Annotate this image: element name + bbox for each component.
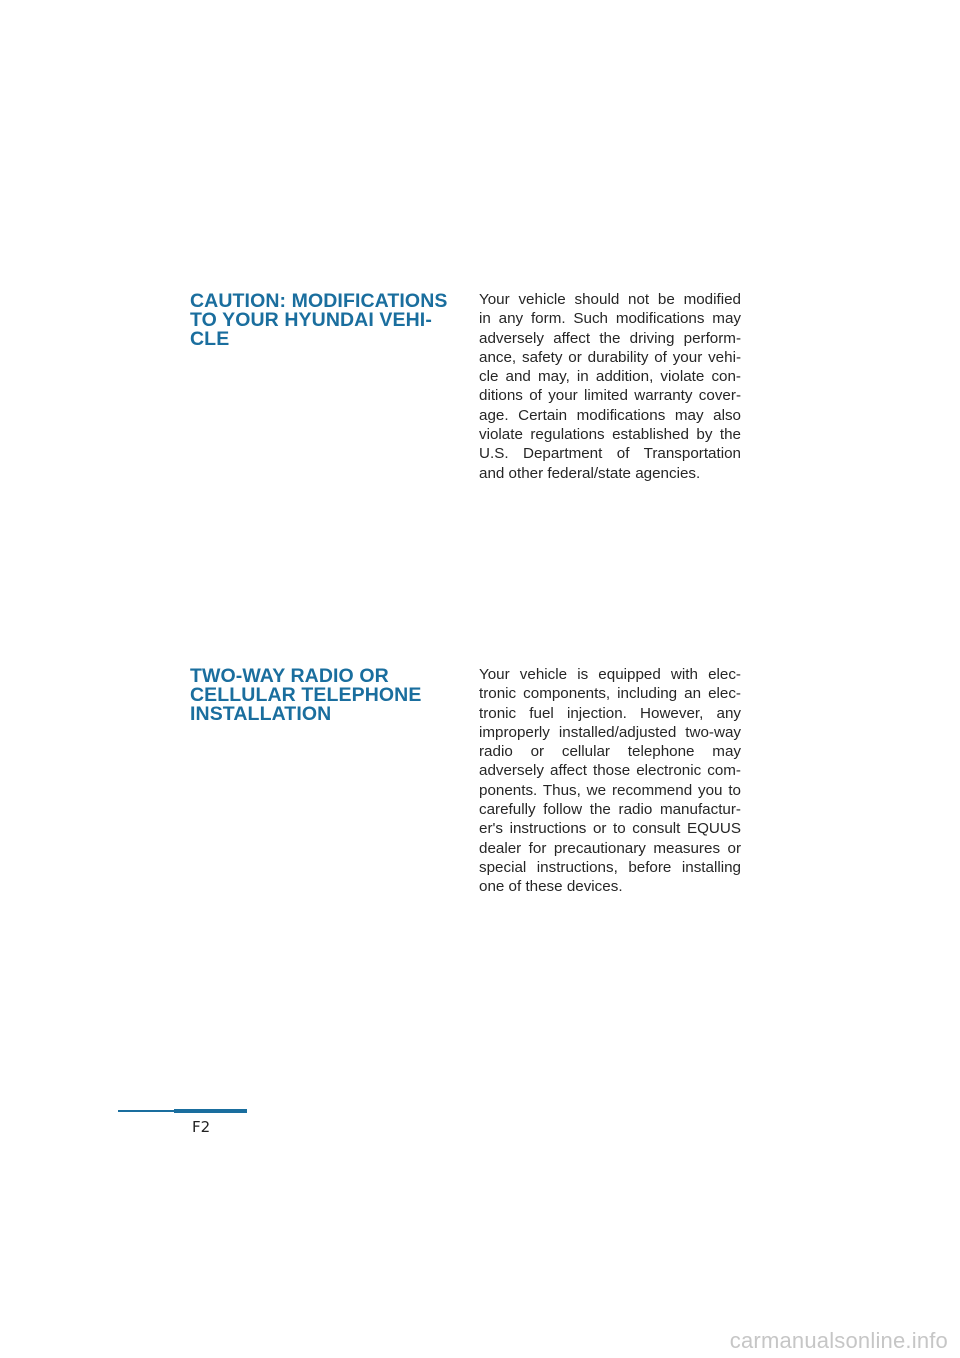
body-line: Your vehicle is equipped with elec-: [479, 666, 741, 683]
body-line: ance, safety or durability of your vehi-: [479, 348, 741, 366]
heading-line: INSTALLATION: [190, 703, 332, 725]
body-line: violate regulations established by the: [479, 426, 741, 444]
heading-line: TWO-WAY RADIO OR: [190, 665, 389, 687]
section-heading-radio-installation: [190, 667, 452, 724]
heading-line: CELLULAR TELEPHONE: [190, 684, 422, 706]
footer-rule-thin: [118, 1110, 174, 1112]
body-line: and other federal/state agencies.: [479, 464, 701, 482]
body-line: special instructions, before installing: [479, 858, 741, 876]
body-line: er's instructions or to consult EQUUS: [479, 820, 741, 838]
body-line: one of these devices.: [479, 878, 623, 896]
body-line: U.S. Department of Transportation: [479, 445, 741, 463]
body-line: age. Certain modifications may also: [479, 406, 741, 424]
body-line: dealer for precautionary measures or: [479, 839, 741, 857]
section-body-radio-installation: [479, 665, 741, 897]
body-line: cle and may, in addition, violate con-: [479, 368, 741, 386]
section-body-modifications: [479, 290, 741, 483]
body-line: tronic fuel injection. However, any: [479, 704, 741, 722]
body-line: Your vehicle should not be modified: [479, 291, 741, 308]
body-line: ditions of your limited warranty cover-: [479, 387, 741, 405]
body-line: improperly installed/adjusted two-way: [479, 723, 741, 741]
body-line: ponents. Thus, we recommend you to: [479, 781, 741, 799]
watermark: carmanualsonline.info: [729, 1328, 948, 1353]
heading-line: CLE: [190, 328, 230, 350]
section-heading-modifications: [190, 292, 452, 349]
body-line: radio or cellular telephone may: [479, 743, 741, 761]
body-line: adversely affect the driving perform-: [479, 329, 741, 347]
body-line: carefully follow the radio manufactur-: [479, 801, 741, 819]
body-line: in any form. Such modifications may: [479, 310, 741, 328]
heading-line: CAUTION: MODIFICATIONS: [190, 290, 448, 312]
footer-rule-thick: [174, 1109, 247, 1113]
body-line: tronic components, including an elec-: [479, 685, 741, 703]
heading-line: TO YOUR HYUNDAI VEHI-: [190, 309, 432, 331]
page-number: F2: [192, 1118, 211, 1136]
body-line: adversely affect those electronic com-: [479, 762, 741, 780]
